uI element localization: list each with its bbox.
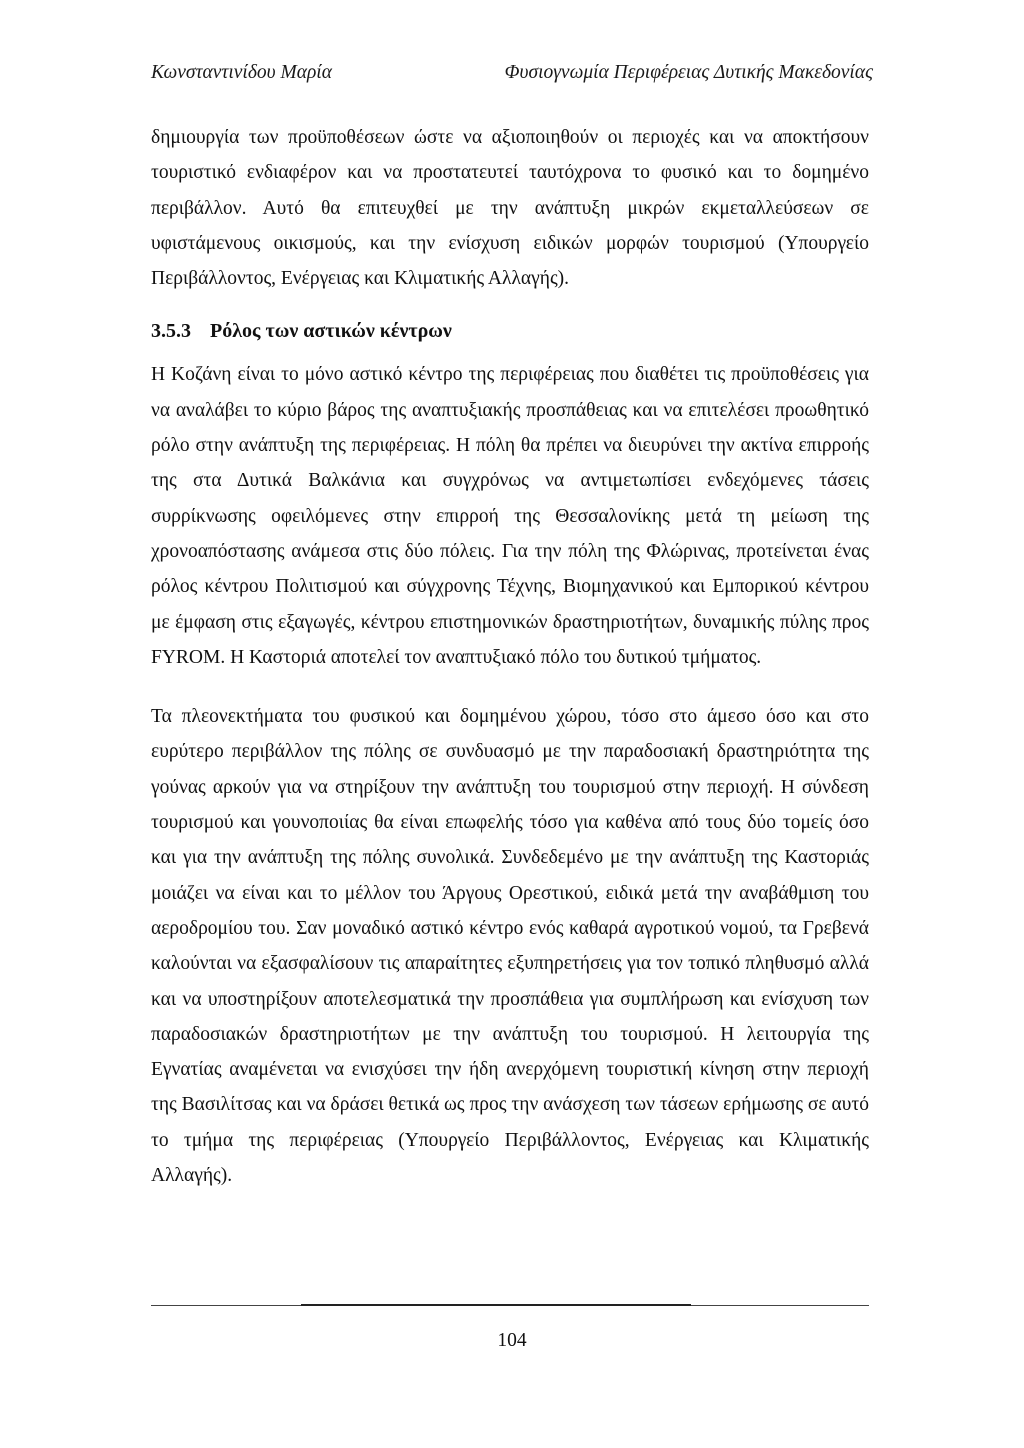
footer-divider <box>151 1305 869 1306</box>
page-body <box>151 120 869 1193</box>
paragraph-advantages: Τα πλεονεκτήματα του φυσικού και δομημένου χώρου, τόσο στο άμεσο όσο και στο ευρύτερο περιβάλλον της πόλης σε συνδυασμό με την παραδοσιακή δραστηριότητα της γούνας αρκούν για να στηρίξουν την ανάπτυξη του τουρισμού στην περιοχή. Η σύνδεση τουρισμού και γουνοποιίας θα είναι επωφελής τόσο για καθένα από τους δύο τομείς όσο και για την ανάπτυξη της πόλης συνολικά. Συνδεδεμένο με την ανάπτυξη της Καστοριάς μοιάζει να είναι και το μέλλον του Άργους Ορεστικού, ειδικά μετά την αναβάθμιση του αεροδρομίου του. Σαν μοναδικό αστικό κέντρο ενός καθαρά αγροτικού νομού, τα Γρεβενά καλούνται να εξασφαλίσουν τις απαραίτητες εξυπηρετήσεις για τον τοπικό πληθυσμό αλλά και να υποστηρίξουν αποτελεσματικά την προσπάθεια για συμπλήρωση και ενίσχυση των παραδοσιακών δραστηριοτήτων με την ανάπτυξη του τουρισμού. Η λειτουργία της Εγνατίας αναμένεται να ενισχύσει την ήδη ανερχόμενη τουριστική κίνηση στην περιοχή της Βασιλίτσας και να δράσει θετικά ως προς την ανάσχεση των τάσεων ερήμωσης σε αυτό το τμήμα της περιφέρειας (Υπουργείο Περιβάλλοντος, Ενέργειας και Κλιματικής Αλλαγής). <box>151 706 869 1187</box>
footer-divider-accent <box>301 1304 691 1306</box>
header-author: Κωνσταντινίδου Μαρία <box>151 62 332 83</box>
paragraph-urban-centers: Η Κοζάνη είναι το μόνο αστικό κέντρο της περιφέρειας που διαθέτει τις προϋποθέσεις για να αναλάβει το κύριο βάρος της αναπτυξιακής προσπάθειας και να επιτελέσει προωθητικό ρόλο στην ανάπτυξη της περιφέρειας. Η πόλη θα πρέπει να διευρύνει την ακτίνα επιρροής της στα Δυτικά Βαλκάνια και συγχρόνως να αντιμετωπίσει ενδεχόμενες τάσεις συρρίκνωσης οφειλόμενες στην επιρροή της Θεσσαλονίκης μετά τη μείωση της χρονοαπόστασης ανάμεσα στις δύο πόλεις. Για την πόλη της Φλώρινας, προτείνεται ένας ρόλος κέντρου Πολιτισμού και σύγχρονης Τέχνης, Βιομηχανικού και Εμπορικού κέντρου με έμφαση στις εξαγωγές, κέντρου επιστημονικών δραστηριοτήτων, δυναμικής πύλης προς FYROM. Η Καστοριά αποτελεί τον αναπτυξιακό πόλο του δυτικού τμήματος. <box>151 364 869 668</box>
section-heading <box>151 315 869 347</box>
running-header <box>151 62 873 90</box>
page-number: 104 <box>497 1330 527 1351</box>
section-number: 3.5.3 <box>151 320 191 343</box>
header-document-title: Φυσιογνωμία Περιφέρειας Δυτικής Μακεδονίας <box>504 62 873 83</box>
paragraph-continuation: δημιουργία των προϋποθέσεων ώστε να αξιοποιηθούν οι περιοχές και να αποκτήσουν τουριστικό ενδιαφέρον και να προστατευτεί ταυτόχρονα το φυσικό και το δομημένο περιβάλλον. Αυτό θα επιτευχθεί με την ανάπτυξη μικρών εκμεταλλεύσεων σε υφιστάμενους οικισμούς, και την ενίσχυση ειδικών μορφών τουρισμού (Υπουργείο Περιβάλλοντος, Ενέργειας και Κλιματικής Αλλαγής). <box>151 127 869 290</box>
section-title: Ρόλος των αστικών κέντρων <box>210 320 452 343</box>
